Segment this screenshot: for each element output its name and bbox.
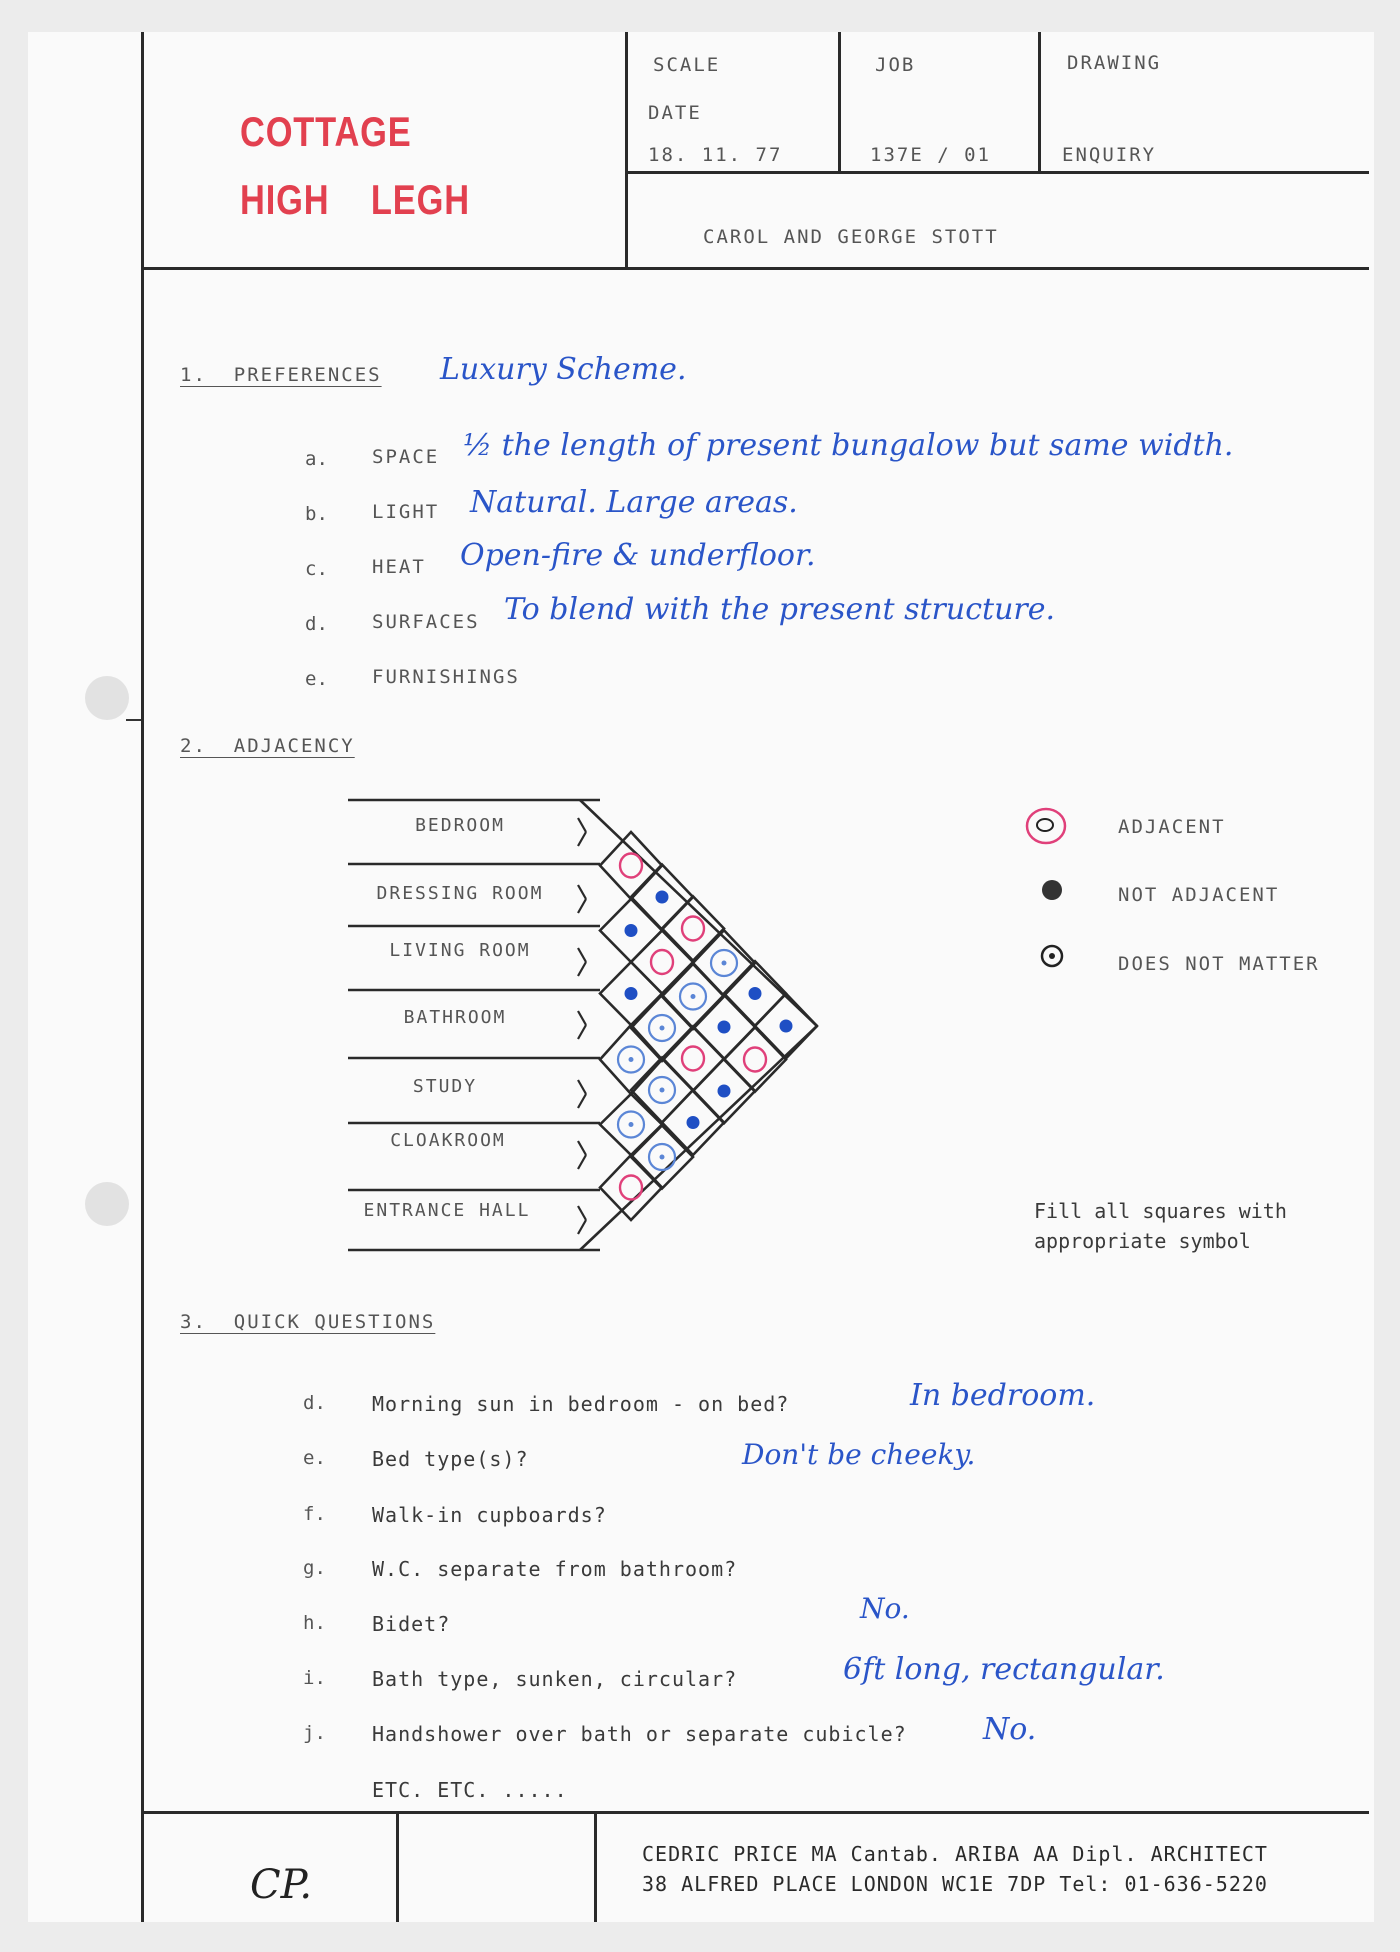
question-text: Walk-in cupboards?	[372, 1503, 607, 1527]
room-label: CLOAKROOM	[390, 1130, 506, 1151]
not-adjacent-mark	[718, 1021, 731, 1034]
row-arrow-mark	[578, 1025, 586, 1039]
question-text: Bath type, sunken, circular?	[372, 1667, 738, 1691]
question-text: Morning sun in bedroom - on bed?	[372, 1392, 790, 1416]
question-answer: In bedroom.	[910, 1378, 1096, 1413]
item-letter: a.	[305, 448, 328, 470]
room-label: DRESSING ROOM	[376, 883, 544, 904]
adjacent-mark	[620, 1176, 642, 1200]
adjacent-mark	[651, 950, 673, 974]
row-arrow-mark	[578, 1220, 586, 1234]
row-arrow-mark	[578, 1141, 586, 1155]
legend-not-adjacent-label: NOT ADJACENT	[1118, 884, 1280, 906]
question-text: W.C. separate from bathroom?	[372, 1557, 738, 1581]
pref-answer-light: Natural. Large areas.	[470, 485, 798, 520]
legend-does-not-matter-label: DOES NOT MATTER	[1118, 953, 1320, 975]
adjacent-mark	[620, 854, 642, 878]
architect-initials: CP.	[250, 1862, 313, 1908]
item-letter: i.	[303, 1667, 326, 1689]
not-adjacent-mark	[718, 1085, 731, 1098]
row-arrow-mark	[578, 962, 586, 976]
adjacent-mark	[744, 1048, 766, 1072]
matrix-cell	[631, 931, 693, 994]
legend-adjacent-label: ADJACENT	[1118, 816, 1226, 838]
punch-hole	[85, 1182, 129, 1226]
title-block-divider	[625, 171, 1369, 174]
preferences-note: Luxury Scheme.	[440, 352, 687, 387]
room-label: STUDY	[412, 1076, 478, 1097]
row-arrow-mark	[578, 948, 586, 962]
not-adjacent-mark	[625, 924, 638, 937]
row-arrow-mark	[578, 1155, 586, 1169]
client-name: CAROL AND GEORGE STOTT	[703, 226, 999, 248]
matrix-cell	[600, 832, 662, 899]
not-adjacent-mark	[656, 891, 669, 904]
question-answer: Don't be cheeky.	[742, 1438, 976, 1471]
does-not-matter-mark	[629, 1122, 634, 1127]
fold-mark	[126, 719, 142, 721]
room-label: BEDROOM	[415, 815, 505, 836]
architect-credit-line2: 38 ALFRED PLACE LONDON WC1E 7DP Tel: 01-636-5220	[642, 1872, 1268, 1896]
date-label: DATE	[648, 102, 702, 124]
question-answer: 6ft long, rectangular.	[843, 1652, 1165, 1687]
footer-divider	[594, 1811, 597, 1922]
not-adjacent-mark	[687, 1116, 700, 1129]
architect-credit-line1: CEDRIC PRICE MA Cantab. ARIBA AA Dipl. ARCHITECT	[642, 1842, 1268, 1866]
footer-divider	[396, 1811, 399, 1922]
adjacent-mark	[682, 917, 704, 941]
adjacent-mark	[682, 1047, 704, 1071]
etc-text: ETC. ETC. .....	[372, 1778, 568, 1802]
does-not-matter-symbol-icon	[1036, 940, 1068, 972]
not-adjacent-symbol-icon	[1036, 874, 1068, 906]
not-adjacent-mark	[749, 987, 762, 1000]
punch-hole	[85, 676, 129, 720]
preferences-heading: 1. PREFERENCES	[180, 364, 382, 386]
question-text: Handshower over bath or separate cubicle?	[372, 1722, 907, 1746]
pref-answer-heat: Open-fire & underfloor.	[460, 538, 816, 573]
question-answer: No.	[860, 1592, 910, 1625]
item-letter: h.	[303, 1612, 326, 1634]
quick-questions-heading: 3. QUICK QUESTIONS	[180, 1311, 436, 1333]
scale-label: SCALE	[653, 54, 721, 76]
drawing-label: DRAWING	[1067, 52, 1162, 74]
item-letter: j.	[303, 1722, 326, 1744]
pref-label-surfaces: SURFACES	[372, 611, 480, 633]
pref-answer-surfaces: To blend with the present structure.	[504, 592, 1056, 627]
drawing-value: ENQUIRY	[1062, 144, 1157, 166]
does-not-matter-mark	[660, 1026, 665, 1031]
not-adjacent-mark	[625, 987, 638, 1000]
item-letter: d.	[303, 1392, 326, 1414]
frame-left-border	[141, 32, 144, 1922]
row-arrow-mark	[578, 818, 586, 832]
item-letter: e.	[305, 668, 328, 690]
row-arrow-mark	[578, 1094, 586, 1108]
project-stamp-line2: HIGH LEGH	[240, 176, 470, 223]
does-not-matter-mark	[660, 1088, 665, 1093]
title-block-divider	[625, 32, 628, 269]
item-letter: g.	[303, 1557, 326, 1579]
item-letter: b.	[305, 503, 328, 525]
does-not-matter-mark	[722, 961, 727, 966]
does-not-matter-mark	[629, 1057, 634, 1062]
footer-divider	[141, 1811, 1369, 1814]
project-stamp-line1: COTTAGE	[240, 108, 412, 155]
room-label: BATHROOM	[403, 1007, 507, 1028]
pref-label-heat: HEAT	[372, 556, 426, 578]
pref-label-space: SPACE	[372, 446, 440, 468]
row-arrow-mark	[578, 1206, 586, 1220]
adjacent-symbol-icon	[1024, 806, 1068, 846]
does-not-matter-mark	[691, 994, 696, 999]
row-arrow-mark	[578, 885, 586, 899]
date-value: 18. 11. 77	[648, 144, 783, 166]
instruction-line2: appropriate symbol	[1034, 1229, 1251, 1253]
row-arrow-mark	[578, 832, 586, 846]
adjacency-heading: 2. ADJACENCY	[180, 735, 355, 757]
does-not-matter-mark	[660, 1155, 665, 1160]
not-adjacent-mark	[780, 1020, 793, 1033]
item-letter: f.	[303, 1503, 326, 1525]
instruction-line1: Fill all squares with	[1034, 1199, 1287, 1223]
item-letter: d.	[305, 613, 328, 635]
title-block-divider	[838, 32, 841, 173]
pref-label-light: LIGHT	[372, 501, 440, 523]
row-arrow-mark	[578, 1080, 586, 1094]
room-label: LIVING ROOM	[389, 940, 531, 961]
row-arrow-mark	[578, 1011, 586, 1025]
question-text: Bed type(s)?	[372, 1447, 529, 1471]
item-letter: e.	[303, 1447, 326, 1469]
pref-answer-space: ½ the length of present bungalow but same width.	[463, 428, 1234, 463]
title-block-divider	[141, 267, 1369, 270]
job-label: JOB	[875, 54, 916, 76]
row-arrow-mark	[578, 899, 586, 913]
job-number: 137E / 01	[870, 144, 991, 166]
question-text: Bidet?	[372, 1612, 451, 1636]
matrix-cell	[724, 1027, 786, 1091]
pref-label-furnishings: FURNISHINGS	[372, 666, 520, 688]
question-answer: No.	[983, 1712, 1037, 1747]
title-block-divider	[1038, 32, 1041, 173]
item-letter: c.	[305, 558, 328, 580]
room-label: ENTRANCE HALL	[363, 1200, 531, 1221]
